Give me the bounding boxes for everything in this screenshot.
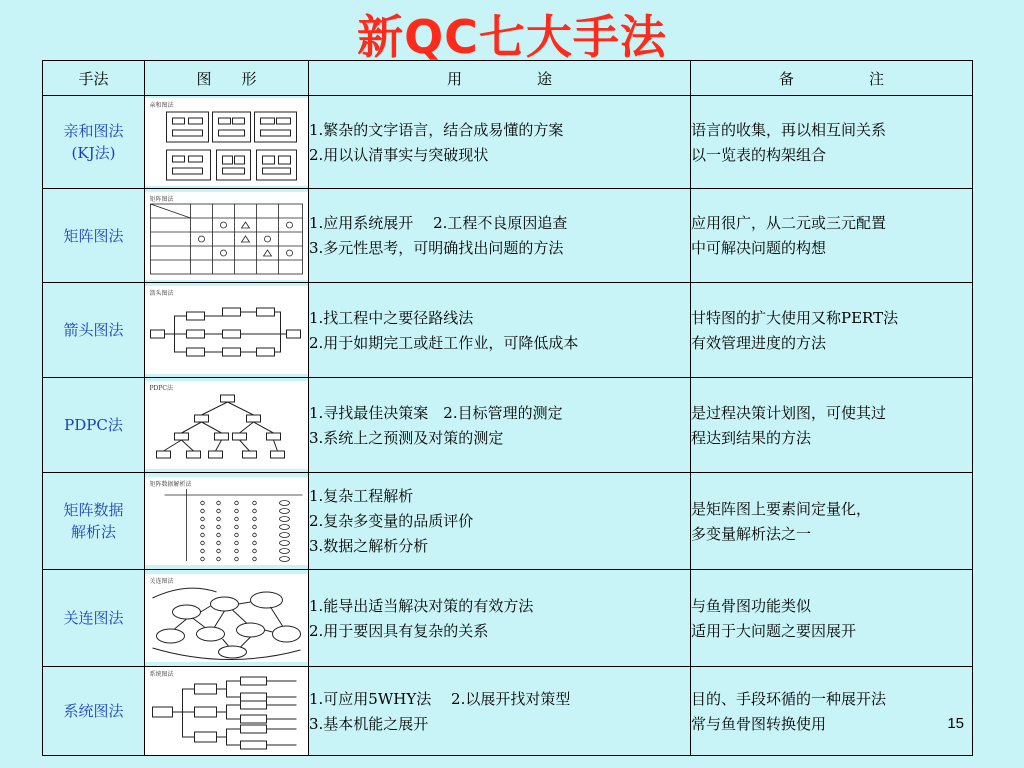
svg-text:关连图法: 关连图法 bbox=[149, 578, 174, 585]
note-cell: 目的、手段环循的一种展开法 常与鱼骨图转换使用 15 bbox=[691, 667, 973, 756]
figure-cell bbox=[145, 96, 309, 189]
matrix-diagram-icon bbox=[145, 192, 308, 280]
table-row bbox=[43, 189, 973, 283]
table-row bbox=[43, 96, 973, 189]
note-cell: 语言的收集，再以相互间关系 以一览表的构架组合 bbox=[691, 96, 973, 189]
method-name: 亲和图法 (KJ法) bbox=[43, 96, 145, 189]
table-row bbox=[43, 667, 973, 756]
figure-caption: 亲和图法 bbox=[149, 102, 174, 109]
system-tree-icon bbox=[145, 667, 308, 755]
header-usage: 用 途 bbox=[309, 61, 691, 96]
usage-cell: 1.能导出适当解决对策的有效方法 2.用于要因具有复杂的关系 bbox=[309, 570, 691, 667]
header-figure: 图 形 bbox=[145, 61, 309, 96]
page-number: 15 bbox=[947, 714, 964, 732]
table-header-row bbox=[43, 61, 973, 96]
usage-cell: 1.寻找最佳决策案 2.目标管理的测定 3.系统上之预测及对策的测定 bbox=[309, 378, 691, 473]
note-cell: 甘特图的扩大使用又称PERT法 有效管理进度的方法 bbox=[691, 283, 973, 378]
usage-cell: 1.可应用5WHY法 2.以展开找对策型 3.基本机能之展开 bbox=[309, 667, 691, 756]
svg-text:箭头图法: 箭头图法 bbox=[149, 290, 174, 297]
svg-text:矩阵图法: 矩阵图法 bbox=[149, 195, 174, 203]
matrix-data-table-icon bbox=[145, 477, 308, 565]
usage-cell: 1.应用系统展开 2.工程不良原因追查 3.多元性思考，可明确找出问题的方法 bbox=[309, 189, 691, 283]
method-name: 矩阵图法 bbox=[43, 189, 145, 283]
pdpc-tree-icon bbox=[145, 381, 308, 469]
usage-cell: 1.找工程中之要径路线法 2.用于如期完工或赶工作业，可降低成本 bbox=[309, 283, 691, 378]
usage-cell: 1.繁杂的文字语言，结合成易懂的方案 2.用以认清事实与突破现状 bbox=[309, 96, 691, 189]
svg-text:矩阵数据解析法: 矩阵数据解析法 bbox=[149, 481, 192, 488]
method-name: PDPC法 bbox=[43, 378, 145, 473]
note-cell: 与鱼骨图功能类似 适用于大问题之要因展开 bbox=[691, 570, 973, 667]
header-note: 备 注 bbox=[691, 61, 973, 96]
figure-cell bbox=[145, 283, 309, 378]
method-name: 矩阵数据 解析法 bbox=[43, 473, 145, 570]
figure-cell bbox=[145, 189, 309, 283]
table-row bbox=[43, 570, 973, 667]
figure-cell bbox=[145, 378, 309, 473]
qc-tools-table bbox=[42, 60, 973, 756]
svg-text:系统图法: 系统图法 bbox=[149, 671, 174, 678]
relation-diagram-icon bbox=[145, 574, 308, 662]
figure-cell bbox=[145, 473, 309, 570]
table-row bbox=[43, 378, 973, 473]
affinity-diagram-icon bbox=[145, 98, 308, 186]
method-name: 箭头图法 bbox=[43, 283, 145, 378]
svg-text:PDPC法: PDPC法 bbox=[149, 385, 173, 392]
note-cell: 应用很广，从二元或三元配置 中可解决问题的构想 bbox=[691, 189, 973, 283]
note-cell: 是过程决策计划图，可使其过 程达到结果的方法 bbox=[691, 378, 973, 473]
slide-title: 新QC七大手法 bbox=[357, 10, 667, 64]
note-cell: 是矩阵图上要素间定量化， 多变量解析法之一 bbox=[691, 473, 973, 570]
method-name: 关连图法 bbox=[43, 570, 145, 667]
figure-cell bbox=[145, 570, 309, 667]
table-row bbox=[43, 283, 973, 378]
header-method: 手法 bbox=[43, 61, 145, 96]
usage-cell: 1.复杂工程解析 2.复杂多变量的品质评价 3.数据之解析分析 bbox=[309, 473, 691, 570]
method-name: 系统图法 bbox=[43, 667, 145, 756]
table-row bbox=[43, 473, 973, 570]
figure-cell bbox=[145, 667, 309, 756]
arrow-diagram-icon bbox=[145, 286, 308, 374]
